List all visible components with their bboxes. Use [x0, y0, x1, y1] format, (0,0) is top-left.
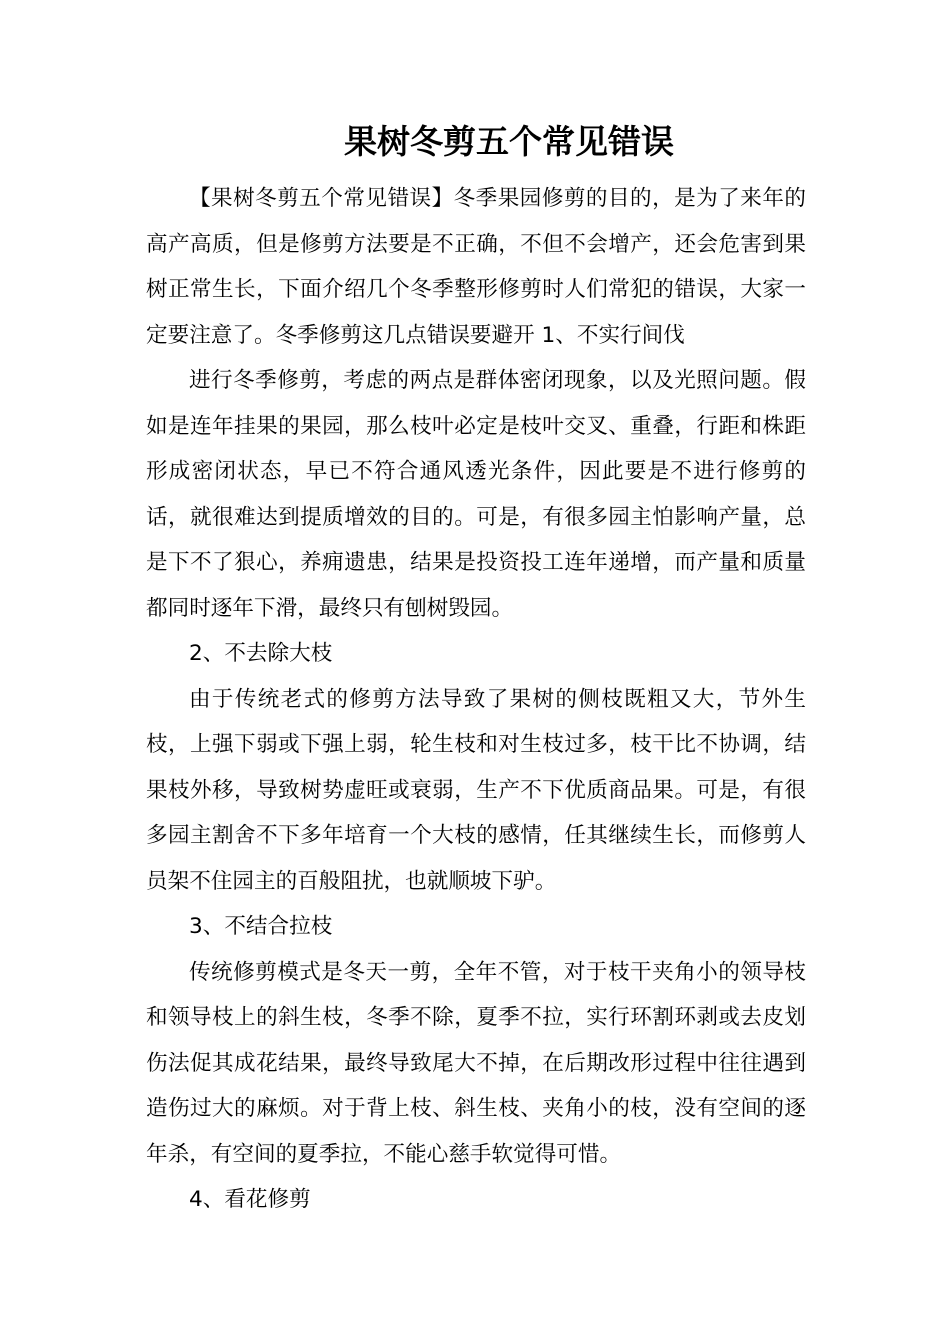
paragraph-intro: 【果树冬剪五个常见错误】冬季果园修剪的目的，是为了来年的高产高质，但是修剪方法要是不正确，不但不会增产，还会危害到果树正常生长，下面介绍几个冬季整形修剪时人们常犯的错误，大家一定要注意了。冬季修剪这几点错误要避开 1、不实行间伐 — [146, 186, 806, 348]
section-heading-3: 3、不结合拉枝 — [189, 914, 333, 939]
paragraph-2: 由于传统老式的修剪方法导致了果树的侧枝既粗又大，节外生枝，上强下弱或下强上弱，轮生枝和对生枝过多，枝干比不协调，结果枝外移，导致树势虚旺或衰弱，生产不下优质商品果。可是，有很多园主割舍不下多年培育一个大枝的感情，任其继续生长，而修剪人员架不住园主的百般阻扰，也就顺坡下驴。 — [146, 686, 806, 894]
paragraph-1: 进行冬季修剪，考虑的两点是群体密闭现象，以及光照问题。假如是连年挂果的果园，那么枝叶必定是枝叶交叉、重叠，行距和株距形成密闭状态，早已不符合通风透光条件，因此要是不进行修剪的话，就很难达到提质增效的目的。可是，有很多园主怕影响产量，总是下不了狠心，养痈遗患，结果是投资投工连年递增，而产量和质量都同时逐年下滑，最终只有刨树毁园。 — [146, 368, 806, 621]
section-heading-4: 4、看花修剪 — [189, 1187, 311, 1212]
section-heading-2: 2、不去除大枝 — [189, 641, 333, 666]
document-title: 果树冬剪五个常见错误 — [344, 122, 674, 161]
paragraph-3: 传统修剪模式是冬天一剪，全年不管，对于枝干夹角小的领导枝和领导枝上的斜生枝，冬季不除，夏季不拉，实行环割环剥或去皮划伤法促其成花结果，最终导致尾大不掉，在后期改形过程中往往遇到造伤过大的麻烦。对于背上枝、斜生枝、夹角小的枝，没有空间的逐年杀，有空间的夏季拉，不能心慈手软觉得可惜。 — [146, 959, 806, 1167]
document-body — [146, 176, 806, 1223]
